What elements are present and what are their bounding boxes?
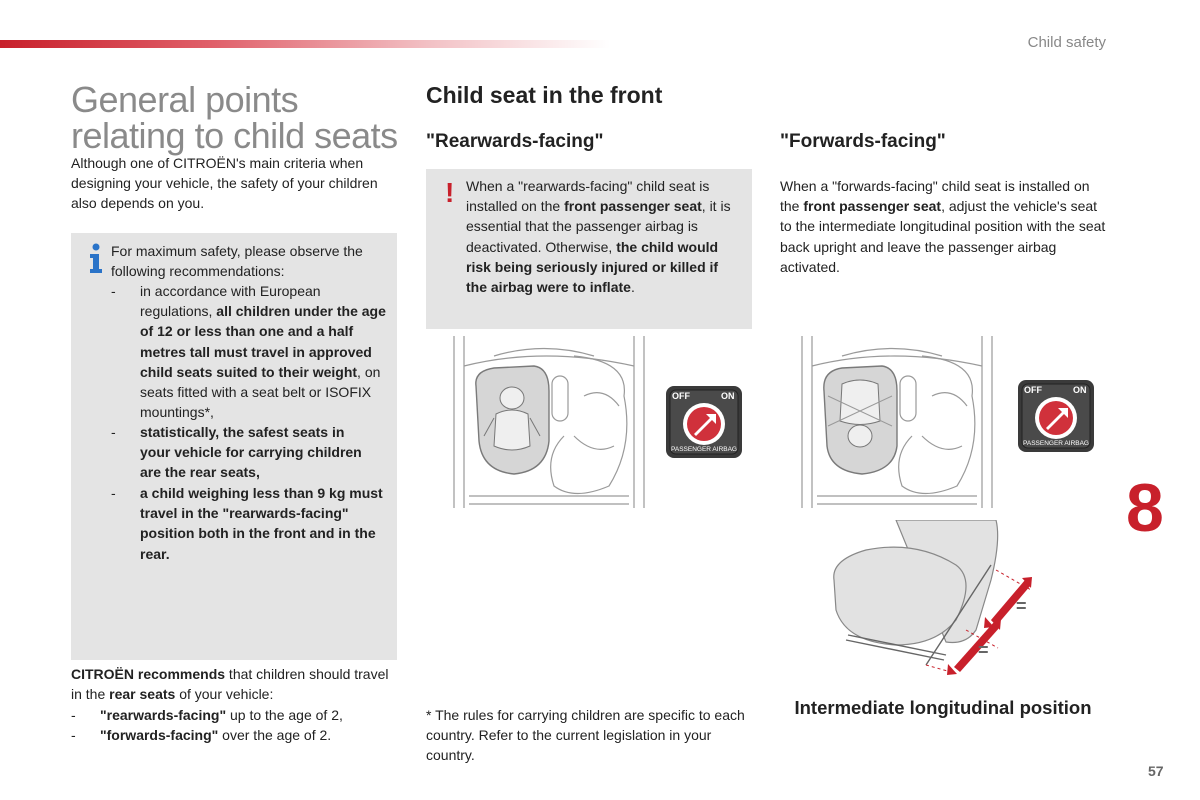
header-accent-bar xyxy=(0,40,610,48)
svg-text:PASSENGER AIRBAG: PASSENGER AIRBAG xyxy=(671,446,737,453)
warning-icon: ! xyxy=(445,177,455,208)
rearwards-heading: "Rearwards-facing" xyxy=(426,131,604,152)
forwards-heading: "Forwards-facing" xyxy=(780,131,946,152)
bullet-mark: - xyxy=(71,727,76,743)
page-number: 57 xyxy=(1148,763,1164,779)
page-title-line1: General points xyxy=(71,79,299,120)
seat-position-illustration xyxy=(826,520,1056,675)
recommendation-item-2: "forwards-facing" over the age of 2. xyxy=(100,727,332,743)
footnote: * The rules for carrying children are specific to each country. Refer to the current legislation in your country. xyxy=(426,707,745,764)
airbag-off-switch xyxy=(666,386,742,458)
svg-text:ON: ON xyxy=(1073,385,1087,395)
equal-sign: = xyxy=(1016,596,1027,616)
info-box xyxy=(71,233,397,660)
section-heading: Child seat in the front xyxy=(426,82,663,108)
bullet-mark: - xyxy=(111,485,116,501)
intro-paragraph: Although one of CITROËN's main criteria when designing your vehicle, the safety of your children also depends on you. xyxy=(71,155,378,212)
svg-text:OFF: OFF xyxy=(672,391,690,401)
svg-text:ON: ON xyxy=(721,391,735,401)
svg-text:PASSENGER AIRBAG: PASSENGER AIRBAG xyxy=(1023,440,1089,447)
info-intro: For maximum safety, please observe the following recommendations: xyxy=(111,243,363,280)
svg-text:OFF: OFF xyxy=(1024,385,1042,395)
info-icon xyxy=(89,243,103,273)
chapter-number: 8 xyxy=(1126,470,1164,546)
warning-text: When a "rearwards-facing" child seat is installed on the front passenger seat, it is essential that the passenger airbag is deactivated. Otherwise, the child would risk being seriously injured or killed if the airbag were to inflate. xyxy=(466,178,731,296)
recommendation-item-1: "rearwards-facing" up to the age of 2, xyxy=(100,707,343,723)
equal-sign: = xyxy=(978,640,989,660)
section-title: Child safety xyxy=(1027,34,1106,51)
warning-box xyxy=(426,169,752,329)
illustration-caption: Intermediate longitudinal position xyxy=(794,697,1092,718)
bullet-mark: - xyxy=(71,707,76,723)
info-bullet-1: in accordance with European regulations, all children under the age of 12 or less than one and a half metres tall must travel in approved child seats suited to their weight, on seats fitted with a seat belt or ISOFIX mountings*, xyxy=(140,283,386,421)
recommendation-paragraph: CITROËN recommends that children should travel in the rear seats of your vehicle: xyxy=(71,666,389,703)
forwards-text: When a "forwards-facing" child seat is installed on the front passenger seat, adjust the vehicle's seat to the intermediate longitudinal position with the seat back upright and leave the passenger airbag activated. xyxy=(780,178,1106,275)
bullet-mark: - xyxy=(111,283,116,299)
info-bullet-3: a child weighing less than 9 kg must travel in the "rearwards-facing" position both in the front and in the rear. xyxy=(140,485,383,562)
page-title xyxy=(71,79,411,156)
rearwards-seat-illustration xyxy=(434,336,754,510)
page-title-line2: relating to child seats xyxy=(71,115,398,156)
forwards-seat-illustration xyxy=(788,336,1108,510)
info-bullet-2: statistically, the safest seats in your vehicle for carrying children are the rear seats, xyxy=(140,424,362,481)
bullet-mark: - xyxy=(111,424,116,440)
airbag-on-switch xyxy=(1018,380,1094,452)
